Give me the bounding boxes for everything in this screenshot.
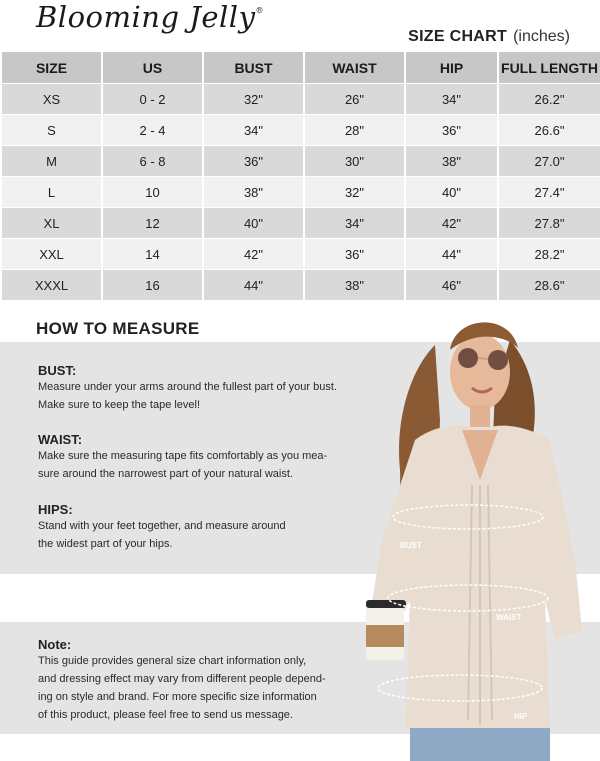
cell-us: 16 [103,270,202,300]
cell-full-length: 26.2" [499,84,600,114]
cell-size: XL [2,208,101,238]
jeans [410,728,550,761]
cell-us: 14 [103,239,202,269]
cell-full-length: 28.2" [499,239,600,269]
cell-bust: 34" [204,115,303,145]
cell-full-length: 27.0" [499,146,600,176]
cell-full-length: 28.6" [499,270,600,300]
waist-line: Make sure the measuring tape fits comfortably as you mea- [38,450,328,462]
bust-text [38,378,338,414]
cell-us: 12 [103,208,202,238]
header-bust: BUST [204,52,303,83]
header-size: SIZE [2,52,101,83]
hip-figure-label: HIP [514,712,528,721]
cell-bust: 42" [204,239,303,269]
cell-waist: 38" [305,270,404,300]
cell-us: 0 - 2 [103,84,202,114]
table-row [2,115,600,145]
table-row [2,239,600,269]
bust-line: Make sure to keep the tape level! [38,399,201,411]
cell-bust: 38" [204,177,303,207]
cell-waist: 28" [305,115,404,145]
header-full-length: FULL LENGTH [499,52,600,83]
cell-hip: 44" [406,239,497,269]
waist-text [38,447,338,483]
coffee-cup [366,600,406,660]
bust-figure-label: BUST [400,541,422,550]
note-line: of this product, please feel free to send us message. [38,709,293,721]
note-title: Note: [38,637,72,652]
cell-size: XS [2,84,101,114]
hips-line: Stand with your feet together, and measure around [38,520,286,532]
table-row [2,177,600,207]
waist-line: sure around the narrowest part of your natural waist. [38,468,293,480]
bust-title: BUST: [38,363,77,378]
note-line: ing on style and brand. For more specific size information [38,691,317,703]
cell-bust: 44" [204,270,303,300]
cell-size: XXL [2,239,101,269]
size-chart-title [408,28,570,46]
cell-full-length: 26.6" [499,115,600,145]
waist-title: WAIST: [38,432,83,447]
cell-full-length: 27.4" [499,177,600,207]
cell-hip: 46" [406,270,497,300]
cell-hip: 36" [406,115,497,145]
table-row [2,84,600,114]
registered-mark: ® [255,6,264,15]
cell-full-length: 27.8" [499,208,600,238]
header-hip: HIP [406,52,497,83]
cell-waist: 26" [305,84,404,114]
cell-waist: 32" [305,177,404,207]
cell-waist: 30" [305,146,404,176]
hips-title: HIPS: [38,502,73,517]
cell-size: XXXL [2,270,101,300]
header-us: US [103,52,202,83]
table-row [2,208,600,238]
hips-text [38,517,338,553]
cell-bust: 40" [204,208,303,238]
model-illustration [340,300,600,761]
cell-size: S [2,115,101,145]
cell-us: 10 [103,177,202,207]
cell-size: L [2,177,101,207]
hips-line: the widest part of your hips. [38,538,173,550]
cell-us: 6 - 8 [103,146,202,176]
cell-us: 2 - 4 [103,115,202,145]
note-line: This guide provides general size chart information only, [38,655,307,667]
cell-waist: 36" [305,239,404,269]
cell-size: M [2,146,101,176]
size-chart-unit: (inches) [513,28,570,45]
cell-waist: 34" [305,208,404,238]
brand-logo [36,0,264,38]
table-row [2,146,600,176]
size-table [0,51,600,301]
brand-name: Blooming Jelly [36,0,256,34]
how-to-measure-title: HOW TO MEASURE [36,319,200,338]
cell-bust: 32" [204,84,303,114]
table-row [2,270,600,300]
waist-figure-label: WAIST [496,613,522,622]
bust-line: Measure under your arms around the fullest part of your bust. [38,381,337,393]
table-header-row [2,52,600,83]
header-waist: WAIST [305,52,404,83]
cell-hip: 34" [406,84,497,114]
cell-hip: 38" [406,146,497,176]
size-chart-heading: SIZE CHART [408,28,508,45]
note-text [38,652,338,724]
cell-hip: 42" [406,208,497,238]
cell-hip: 40" [406,177,497,207]
cell-bust: 36" [204,146,303,176]
note-line: and dressing effect may vary from different people depend- [38,673,326,685]
